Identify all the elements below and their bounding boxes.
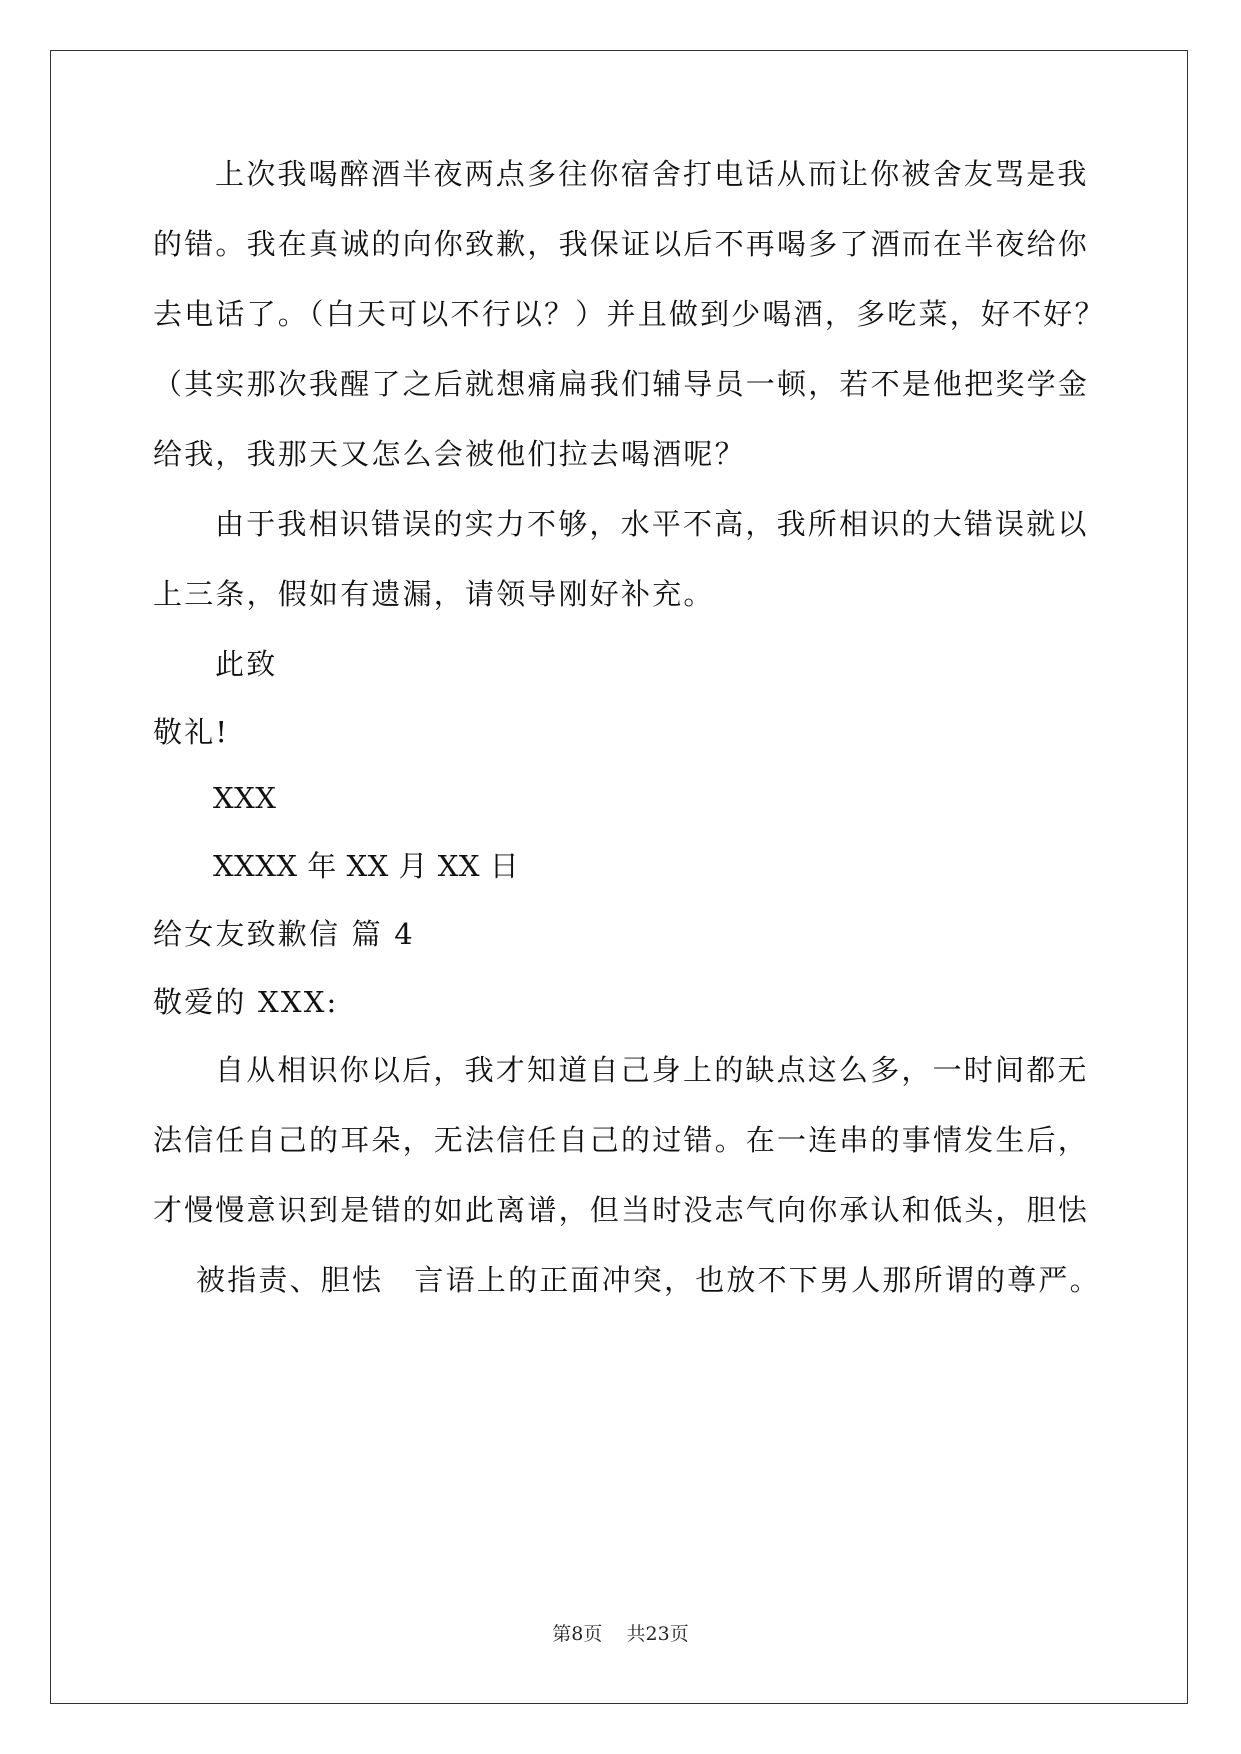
body-line-1: 上次我喝醉酒半夜两点多往你宿舍打电话从而让你被舍友骂是我 <box>215 157 1089 191</box>
page-suffix: 页 <box>583 1623 603 1645</box>
body-line-9: 法信任自己的耳朵，无法信任自己的过错。在一连串的事情发生后， <box>153 1123 1090 1157</box>
body-line-5: 给我，我那天又怎么会被他们拉去喝酒呢？ <box>153 437 746 471</box>
total-suffix: 页 <box>669 1623 689 1645</box>
body-line-7: 上三条，假如有遗漏，请领导刚好补充。 <box>153 577 715 611</box>
body-line-8: 自从相识你以后，我才知道自己身上的缺点这么多，一时间都无 <box>215 1053 1089 1087</box>
page-number: 8 <box>571 1623 584 1645</box>
page-footer <box>0 1622 1241 1646</box>
body-line-3: 去电话了。（白天可以不行以？）并且做到少喝酒，多吃菜，好不好？ <box>153 297 1106 331</box>
closing-regards: 敬礼! <box>153 715 230 749</box>
body-line-6: 由于我相识错误的实力不够，水平不高，我所相识的大错误就以 <box>215 507 1089 541</box>
signature-name: XXX <box>213 781 277 815</box>
body-line-4: （其实那次我醒了之后就想痛扁我们辅导员一顿，若不是他把奖学金 <box>153 367 1090 401</box>
total-pages: 23 <box>645 1623 670 1645</box>
closing-salutation: 此致 <box>215 647 278 681</box>
total-prefix: 共 <box>626 1623 646 1645</box>
body-line-2: 的错。我在真诚的向你致歉，我保证以后不再喝多了酒而在半夜给你 <box>153 227 1090 261</box>
section-title: 给女友致歉信 篇 4 <box>153 917 415 951</box>
signature-date: XXXX 年 XX 月 XX 日 <box>213 849 520 883</box>
body-line-11: 被指责、胆怯 言语上的正面冲突，也放不下男人那所谓的尊严。 <box>196 1263 1101 1297</box>
page-prefix: 第 <box>552 1623 572 1645</box>
body-line-10: 才慢慢意识到是错的如此离谱，但当时没志气向你承认和低头，胆怯 <box>153 1193 1090 1227</box>
letter-greeting: 敬爱的 XXX: <box>153 985 339 1019</box>
